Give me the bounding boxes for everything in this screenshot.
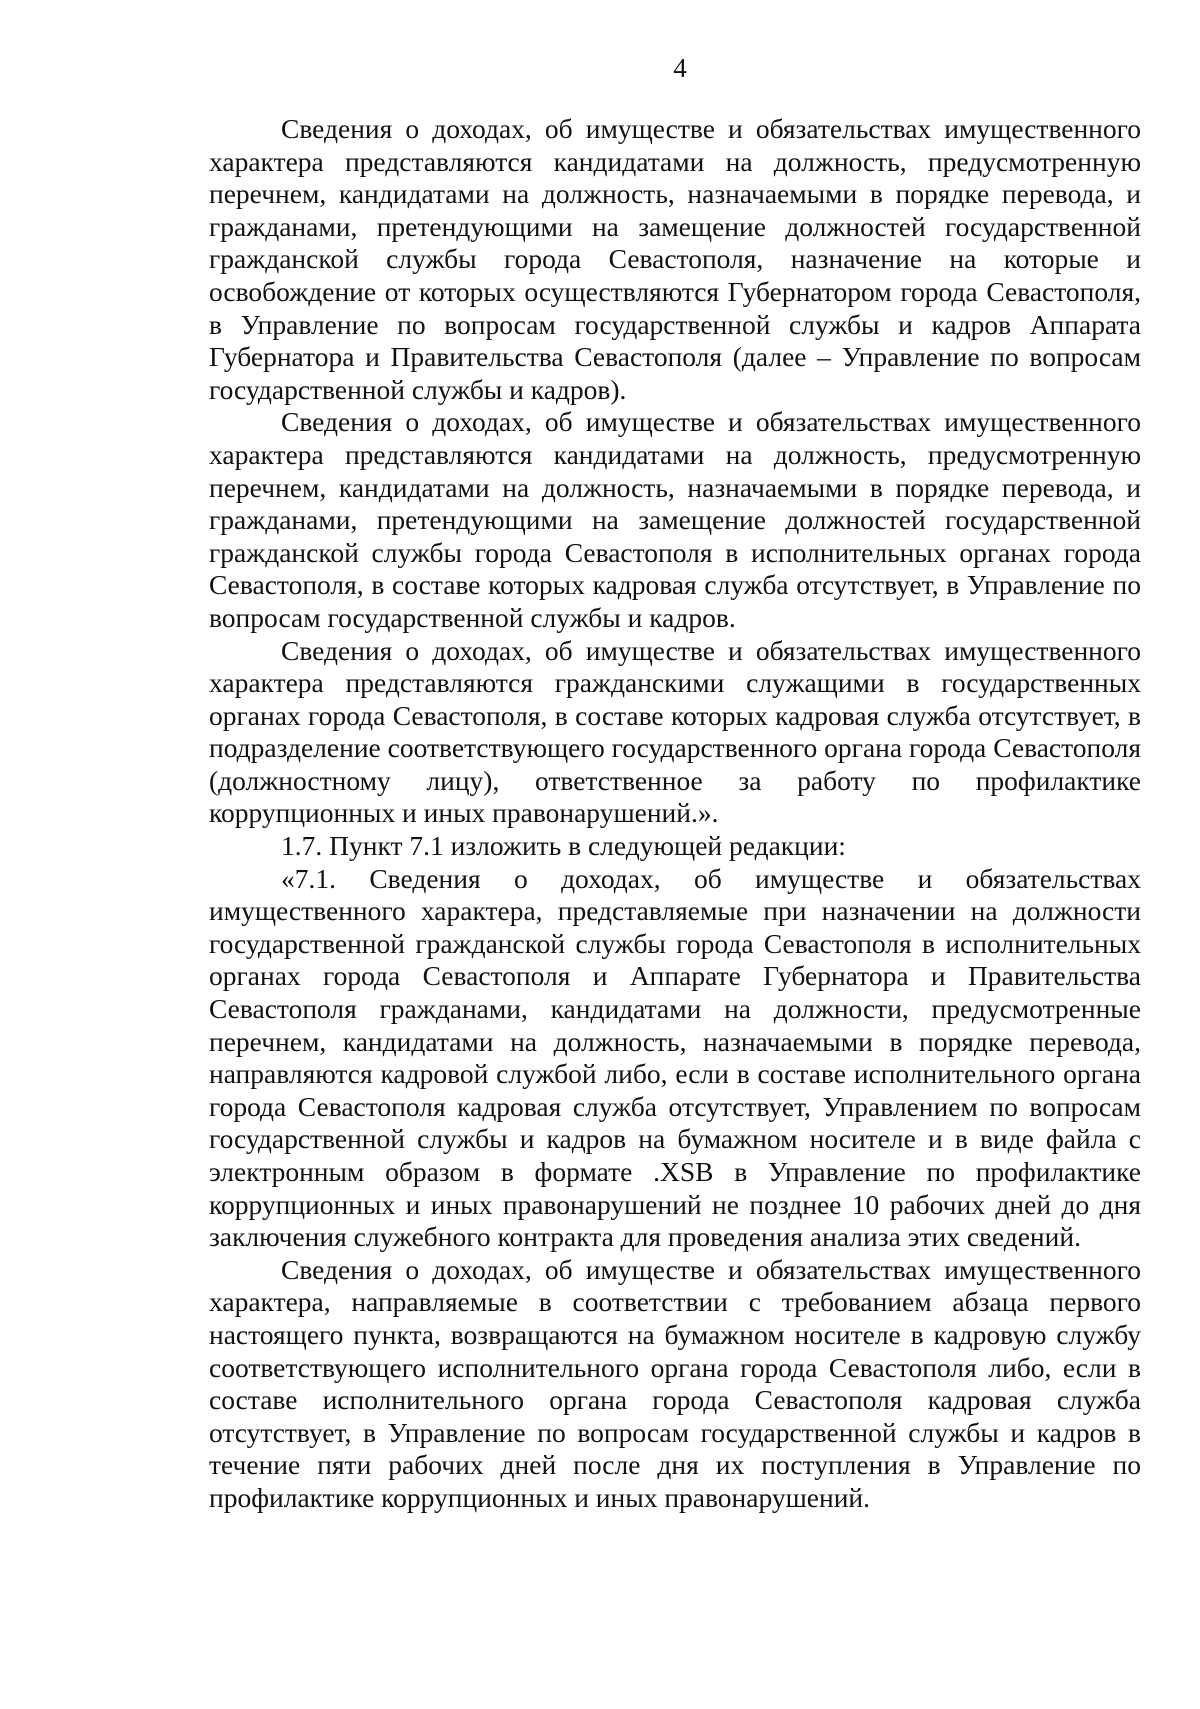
paragraph-income-info-candidates-executive-bodies: Сведения о доходах, об имуществе и обязательствах имущественного характера представляются кандидатами на должность, предусмотренную перечнем, кандидатами на должность, назначаемыми в порядке перевода, и гражданами, претендующими на замещение должностей государственной гражданской службы города Севастополя в исполнительных органах города Севастополя, в составе которых кадровая служба отсутствует, в Управление по вопросам государственной службы и кадров. <box>209 406 1141 633</box>
paragraph-return-of-income-info: Сведения о доходах, об имуществе и обязательствах имущественного характера, направляемые в соответствии с требованием абзаца первого настоящего пункта, возвращаются на бумажном носителе в кадровую службу соответствующего исполнительного органа города Севастополя либо, если в составе исполнительного органа города Севастополя кадровая служба отсутствует, в Управление по вопросам государственной службы и кадров в течение пяти рабочих дней после дня их поступления в Управление по профилактике коррупционных и иных правонарушений. <box>209 1253 1141 1513</box>
paragraph-item-1-7: 1.7. Пункт 7.1 изложить в следующей редакции: <box>281 830 846 862</box>
document-body <box>209 113 1141 1515</box>
page-number: 4 <box>673 53 687 83</box>
paragraph-item-7-1: «7.1. Сведения о доходах, об имуществе и обязательствах имущественного характера, представляемые при назначении на должности государственной гражданской службы города Севастополя в исполнительных органах города Севастополя и Аппарате Губернатора и Правительства Севастополя гражданами, кандидатами на должности, предусмотренные перечнем, кандидатами на должность, назначаемыми в порядке перевода, направляются кадровой службой либо, если в составе исполнительного органа города Севастополя кадровая служба отсутствует, Управлением по вопросам государственной службы и кадров на бумажном носителе и в виде файла с электронным образом в формате .XSB в Управление по профилактике коррупционных и иных правонарушений не позднее 10 рабочих дней до дня заключения служебного контракта для проведения анализа этих сведений. <box>209 862 1141 1253</box>
paragraph-income-info-candidates-governor: Сведения о доходах, об имуществе и обязательствах имущественного характера представляются кандидатами на должность, предусмотренную перечнем, кандидатами на должность, назначаемыми в порядке перевода, и гражданами, претендующими на замещение должностей государственной гражданской службы города Севастополя, назначение на которые и освобождение от которых осуществляются Губернатором города Севастополя, в Управление по вопросам государственной службы и кадров Аппарата Губернатора и Правительства Севастополя (далее – Управление по вопросам государственной службы и кадров). <box>209 113 1141 405</box>
paragraph-income-info-civil-servants: Сведения о доходах, об имуществе и обязательствах имущественного характера представляются гражданскими служащими в государственных органах города Севастополя, в составе которых кадровая служба отсутствует, в подразделение соответствующего государственного органа города Севастополя (должностному лицу), ответственное за работу по профилактике коррупционных и иных правонарушений.». <box>209 634 1141 829</box>
